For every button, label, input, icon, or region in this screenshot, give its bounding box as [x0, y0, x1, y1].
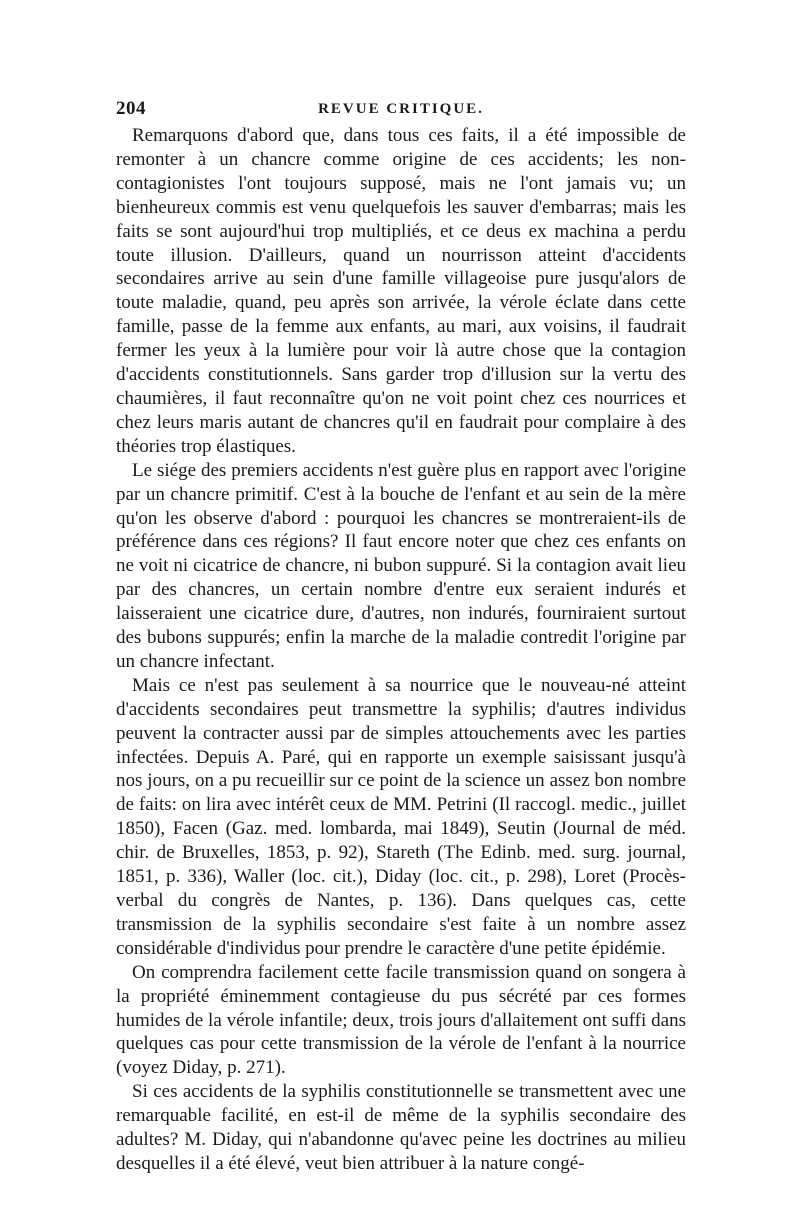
page-number: 204: [116, 98, 146, 119]
paragraph: On comprendra facilement cette facile transmission quand on songera à la propriété éminemment contagieuse du pus sécrété par ces formes humides de la vérole infantile; deux, trois jours d'allaitement ont suffi dans quelques cas pour cette transmission de la vérole de l'enfant à la nourrice (voyez Diday, p. 271).: [116, 961, 686, 1079]
document-page: [116, 96, 686, 1176]
paragraph: Remarquons d'abord que, dans tous ces faits, il a été impossible de remonter à un chancre comme origine de ces accidents; les non-contagionistes l'ont toujours supposé, mais ne l'ont jamais vu; un bienheureux commis est venu quelquefois les sauver d'embarras; mais les faits se sont aujourd'hui trop multipliés, et ce deus ex machina a perdu toute illusion. D'ailleurs, quand un nourrisson atteint d'accidents secondaires arrive au sein d'une famille villageoise pure jusqu'alors de toute maladie, quand, peu après son arrivée, la vérole éclate dans cette famille, passe de la femme aux enfants, au mari, aux voisins, il faudrait fermer les yeux à la lumière pour voir là autre chose que la contagion d'accidents constitutionnels. Sans garder trop d'illusion sur la vertu des chaumières, il faut reconnaître qu'on ne voit point chez ces nourrices et chez leurs maris autant de chancres qu'il en faudrait pour complaire à des théories trop élastiques.: [116, 125, 686, 457]
page-header: [116, 96, 686, 122]
running-title: REVUE CRITIQUE.: [318, 101, 484, 117]
paragraph: Mais ce n'est pas seulement à sa nourrice que le nouveau-né atteint d'accidents secondaires peut transmettre la syphilis; d'autres individus peuvent la contracter aussi par de simples attouchements avec les parties infectées. Depuis A. Paré, qui en rapporte un exemple saisissant jusqu'à nos jours, on a pu recueillir sur ce point de la science un assez bon nombre de faits: on lira avec intérêt ceux de MM. Petrini (Il raccogl. medic., juillet 1850), Facen (Gaz. med. lombarda, mai 1849), Seutin (Journal de méd. chir. de Bruxelles, 1853, p. 92), Stareth (The Edinb. med. surg. journal, 1851, p. 336), Waller (loc. cit.), Diday (loc. cit., p. 298), Loret (Procès-verbal du congrès de Nantes, p. 136). Dans quelques cas, cette transmission de la syphilis secondaire s'est faite à un nombre assez considérable d'individus pour prendre le caractère d'une petite épidémie.: [116, 674, 686, 959]
body-text: [116, 124, 686, 1176]
paragraph: Le siége des premiers accidents n'est guère plus en rapport avec l'origine par un chancre primitif. C'est à la bouche de l'enfant et au sein de la mère qu'on les observe d'abord : pourquoi les chancres se montreraient-ils de préférence dans ces régions? Il faut encore noter que chez ces enfants on ne voit ni cicatrice de chancre, ni bubon suppuré. Si la contagion avait lieu par des chancres, un certain nombre d'entre eux seraient indurés et laisseraient une cicatrice dure, d'autres, non indurés, fourniraient surtout des bubons suppurés; enfin la marche de la maladie contredit l'origine par un chancre infectant.: [116, 459, 686, 672]
paragraph: Si ces accidents de la syphilis constitutionnelle se transmettent avec une remarquable facilité, en est-il de même de la syphilis secondaire des adultes? M. Diday, qui n'abandonne qu'avec peine les doctrines au milieu desquelles il a été élevé, veut bien attribuer à la nature congé-: [116, 1081, 686, 1174]
